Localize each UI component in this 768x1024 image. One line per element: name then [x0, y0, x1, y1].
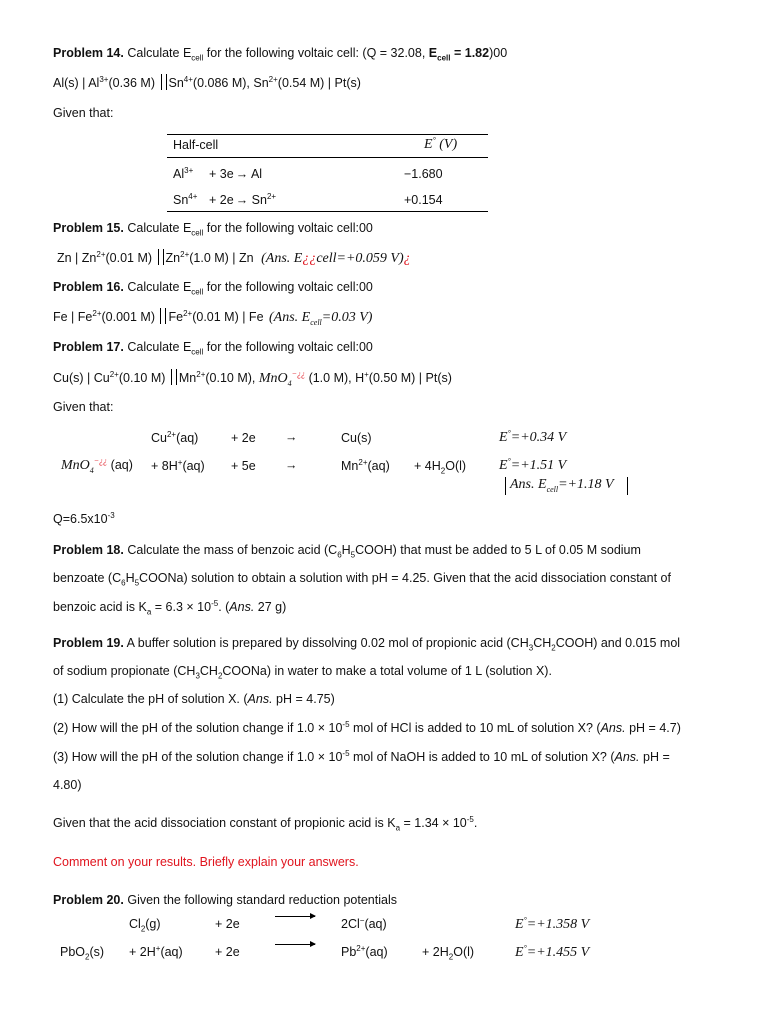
given-that-label-2: Given that:: [53, 400, 114, 414]
table-bottom-rule: [167, 211, 488, 212]
table-header-half-cell: Half-cell: [173, 138, 219, 152]
reaction-2-water: + $4H_2O(l)$: [414, 459, 467, 476]
q-value: $Q=6.5x10^{-3}$: [53, 510, 115, 526]
problem-15-heading: Problem 15. Calculate $E_{cell}$ for the following voltaic cell:00: [53, 221, 373, 238]
table-row-value: −1.680: [404, 167, 443, 181]
reaction-2-product: $Mn^{2+}(aq)$: [341, 457, 390, 473]
problem-19-question-2: (2) How will the pH of the solution change if $1.0 \times 10^{-5}$ mol of HCl is added to 10 mL of solution X? (Ans. pH = 4.7): [53, 719, 681, 735]
answer-bracket-left: [505, 477, 506, 495]
problem-19-question-3-cont: 4.80): [53, 778, 82, 792]
problem-19-line-2: of sodium propionate $(CH_3CH_2COONa)$ in water to make a total volume of 1 L (solution X).: [53, 664, 552, 681]
problem-18-line-2: benzoate $(C_6H_5COONa)$ solution to obtain a solution with pH = 4.25. Given that the acid dissociation constant of: [53, 571, 671, 588]
reaction-1-product: Cu(s): [341, 431, 372, 445]
table-row: $Sn^{4+}$: [173, 191, 198, 207]
reaction-3-product: 2Cl−(aq): [341, 915, 387, 931]
reaction-4-product: $Pb^{2+}(aq)$: [341, 943, 388, 959]
problem-16-heading: Problem 16. Calculate $E_{cell}$ for the following voltaic cell:00: [53, 280, 373, 297]
reaction-2-electrons: + 5e: [231, 459, 256, 473]
reaction-1-reactant: $Cu^{2+}(aq)$: [151, 429, 199, 445]
table-row-value: +0.154: [404, 193, 443, 207]
problem-14-label: Problem 14.: [53, 46, 124, 60]
problem-19-question-3: (3) How will the pH of the solution change if $1.0 \times 10^{-5}$ mol of NaOH is added to 10 mL of solution X? (Ans. pH =: [53, 748, 670, 764]
table-header-rule: [167, 157, 488, 158]
reaction-4-hydrogen: + 2H+(aq): [129, 943, 183, 959]
reaction-3-electrons: + 2e: [215, 917, 240, 931]
problem-20-heading: Problem 20. Given the following standard reduction potentials: [53, 893, 397, 907]
reaction-1-potential: E°=+0.34 V: [499, 428, 567, 445]
problem-15-cell-notation: Zn | $Zn^{2+}(0.01$ M) $Zn^{2+}(1.0$ M) | Zn (Ans. E¿¿cell=+0.059 V)¿: [57, 249, 411, 266]
problem-18-line-1: Problem 18. Calculate the mass of benzoic acid $(C_6H_5COOH)$ that must be added to 5 L of 0.05 M sodium: [53, 543, 641, 560]
comment-instruction: Comment on your results. Briefly explain your answers.: [53, 855, 359, 869]
problem-17-heading: Problem 17. Calculate $E_{cell}$ for the following voltaic cell:00: [53, 340, 373, 357]
reaction-4-electrons: + 2e: [215, 945, 240, 959]
problem-14-heading: Problem 14. Calculate $E_{cell}$ for the following voltaic cell: (Q = 32.08, $E_{cell} = 1.82)00$: [53, 46, 508, 63]
reaction-4-water: + $2H_2O(l)$: [422, 945, 475, 962]
reaction-2-reactant: MnO$_4$−¿¿ (aq): [61, 456, 133, 475]
given-that-label: Given that:: [53, 106, 114, 120]
problem-19-given: Given that the acid dissociation constant of propionic acid is $K_a = 1.34 \times 10^{-5}$.: [53, 814, 478, 833]
answer-bracket-right: [627, 477, 628, 495]
reaction-2-potential: E°=+1.51 V: [499, 456, 567, 473]
table-row-electrons: + 3e → Al: [209, 167, 263, 181]
reaction-4-potential: E°=+1.455 V: [515, 943, 590, 960]
reaction-3-potential: E°=+1.358 V: [515, 915, 590, 932]
problem-19-question-1: (1) Calculate the pH of solution X. (Ans. pH = 4.75): [53, 692, 335, 706]
table-header-e: E° (V): [424, 135, 458, 152]
problem-14-cell-notation: Al(s) | $Al^{3+}(0.36$ M) $Sn^{4+}(0.086$ M), $Sn^{2+}(0.54$ M) | Pt(s): [53, 74, 361, 90]
problem-16-cell-notation: Fe | $Fe^{2+}(0.001$ M) $Fe^{2+}(0.01$ M) | Fe (Ans. $E_{cell}=0.03$ V): [53, 308, 373, 327]
reaction-2-arrow: →: [285, 458, 298, 472]
table-top-rule: [167, 134, 488, 135]
reaction-2-hydrogen: + 8H+(aq): [151, 457, 205, 473]
reaction-1-electrons: + 2e: [231, 431, 256, 445]
problem-18-line-3: benzoic acid is $K_a = 6.3 \times 10^{-5}$. (Ans. 27 g): [53, 598, 287, 617]
problem-17-answer: Ans. $E_{cell}=+1.18$ V: [510, 477, 614, 494]
reaction-3-arrow: [275, 916, 315, 917]
reaction-1-arrow: →: [285, 430, 298, 444]
table-row: $Al^{3+}$: [173, 165, 194, 181]
reaction-3-reactant: $Cl_2(g)$: [129, 917, 161, 934]
table-row-electrons: + $2e \to Sn^{2+}$: [209, 191, 277, 207]
reaction-4-arrow: [275, 944, 315, 945]
problem-17-cell-notation: Cu(s) | $Cu^{2+}(0.10$ M) $Mn^{2+}(0.10$ M), MnO$_4$−¿¿ (1.0 M), H+(0.50 M) | Pt(s): [53, 369, 452, 388]
problem-19-line-1: Problem 19. A buffer solution is prepared by dissolving 0.02 mol of propionic acid $(CH_3CH_2COOH)$ and 0.015 mol: [53, 636, 681, 653]
reaction-4-reactant: PbO$_2$(s): [60, 945, 105, 962]
